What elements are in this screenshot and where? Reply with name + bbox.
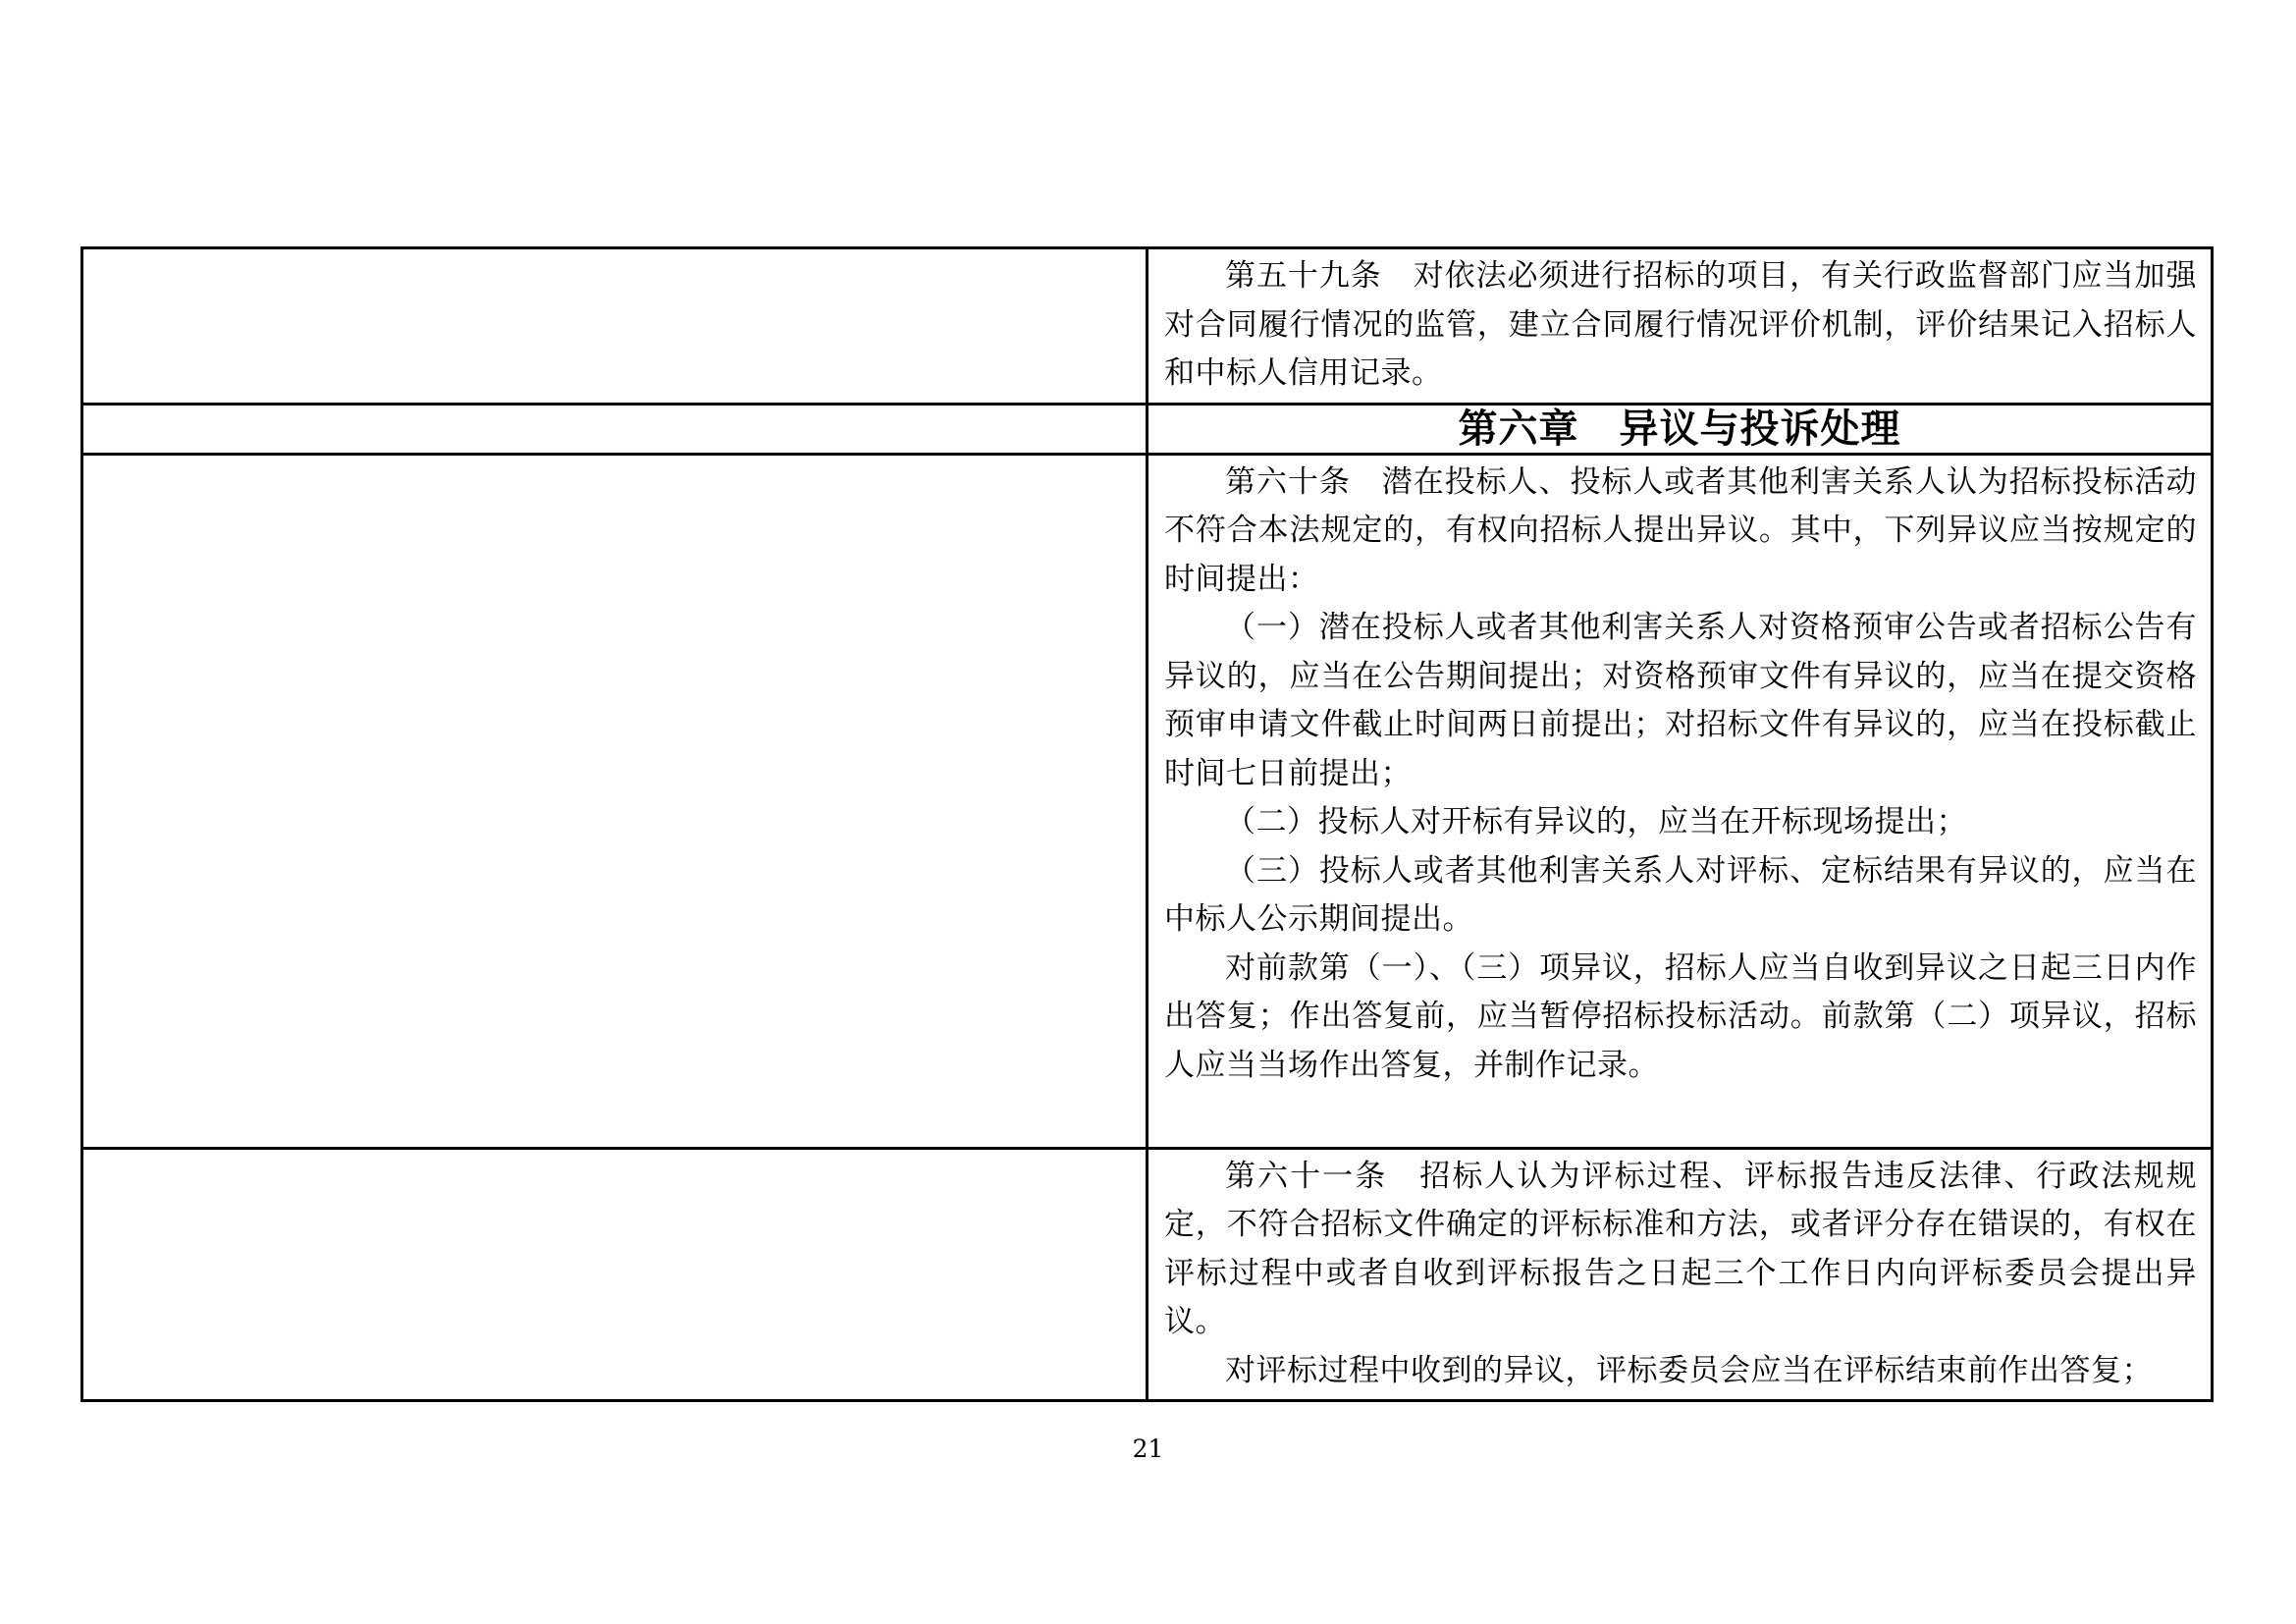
article-cell (1148, 248, 2213, 405)
chapter-title: 第六章 异议与投诉处理 (1458, 406, 1901, 452)
article-59-paragraph: 第五十九条 对依法必须进行招标的项目，有关行政监督部门应当加强对合同履行情况的监管，建立合同履行情况评价机制，评价结果记入招标人和中标人信用记录。 (1164, 258, 2197, 391)
article-cell (1148, 454, 2213, 1148)
left-cell-empty (82, 404, 1148, 454)
comparison-table (80, 246, 2214, 1402)
article-cell (1148, 1148, 2213, 1401)
article-60-item-1: （一）潜在投标人或者其他利害关系人对资格预审公告或者招标公告有异议的，应当在公告期间提出；对资格预审文件有异议的，应当在提交资格预审申请文件截止时间两日前提出；对招标文件有异议的，应当在投标截止时间七日前提出； (1164, 610, 2197, 791)
article-61-reply-paragraph: 对评标过程中收到的异议，评标委员会应当在评标结束前作出答复； (1225, 1352, 2153, 1388)
chapter-cell (1148, 404, 2213, 454)
article-61-paragraph: 第六十一条 招标人认为评标过程、评标报告违反法律、行政法规规定，不符合招标文件确定的评标标准和方法，或者评分存在错误的，有权在评标过程中或者自收到评标报告之日起三个工作日内向评标委员会提出异议。 (1164, 1158, 2197, 1339)
table-row (82, 248, 2213, 405)
left-cell-empty (82, 1148, 1148, 1401)
page-number: 21 (1132, 1435, 1164, 1463)
article-60-paragraph: 第六十条 潜在投标人、投标人或者其他利害关系人认为招标投标活动不符合本法规定的，有权向招标人提出异议。其中，下列异议应当按规定的时间提出： (1164, 463, 2197, 597)
article-60-item-2: （二）投标人对开标有异议的，应当在开标现场提出； (1225, 804, 1967, 839)
article-60-item-3: （三）投标人或者其他利害关系人对评标、定标结果有异议的，应当在中标人公示期间提出。 (1164, 852, 2197, 937)
left-cell-empty (82, 248, 1148, 405)
article-60-reply-paragraph: 对前款第（一）、（三）项异议，招标人应当自收到异议之日起三日内作出答复；作出答复前，应当暂停招标投标活动。前款第（二）项异议，招标人应当当场作出答复，并制作记录。 (1164, 949, 2197, 1083)
table-row (82, 454, 2213, 1148)
table-row (82, 404, 2213, 454)
left-cell-empty (82, 454, 1148, 1148)
table-row (82, 1148, 2213, 1401)
